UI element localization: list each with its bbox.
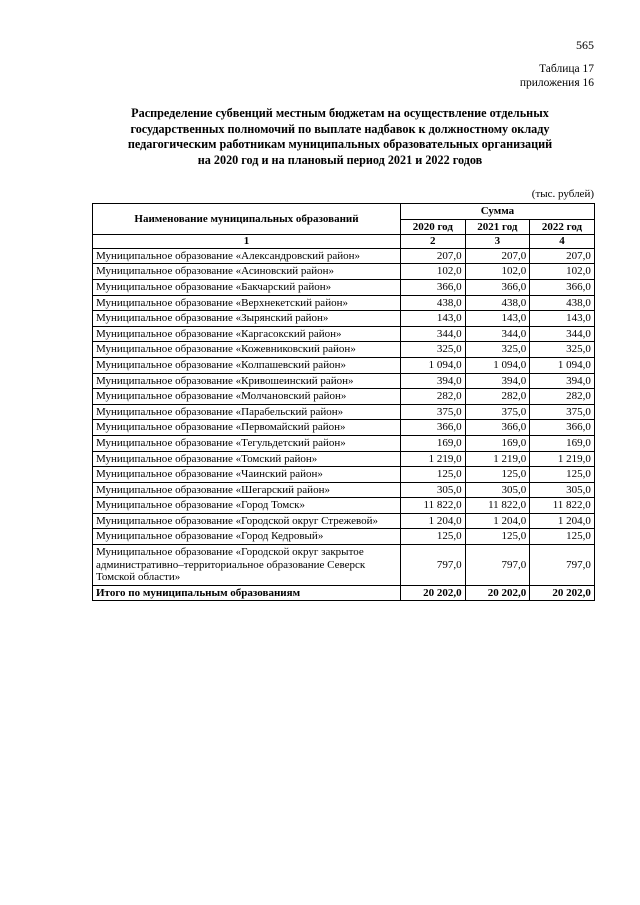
value-2020: 375,0: [401, 404, 466, 420]
total-label: Итого по муниципальным образованиям: [93, 585, 401, 601]
total-2022: 20 202,0: [530, 585, 595, 601]
value-2020: 394,0: [401, 373, 466, 389]
value-2020: 125,0: [401, 467, 466, 483]
value-2020: 366,0: [401, 420, 466, 436]
municipality-name: Муниципальное образование «Городской округ Стрежевой»: [93, 513, 401, 529]
total-2020: 20 202,0: [401, 585, 466, 601]
municipality-name: Муниципальное образование «Александровский район»: [93, 248, 401, 264]
municipality-name: Муниципальное образование «Тегульдетский район»: [93, 435, 401, 451]
municipality-name: Муниципальное образование «Зырянский район»: [93, 311, 401, 327]
table-caption-line: приложения 16: [519, 77, 594, 89]
value-2022: 305,0: [530, 482, 595, 498]
value-2022: 207,0: [530, 248, 595, 264]
value-2020: 366,0: [401, 279, 466, 295]
value-2020: 143,0: [401, 311, 466, 327]
header-year-2021: 2021 год: [465, 219, 530, 235]
table-row: [93, 279, 595, 295]
header-row: [93, 204, 595, 220]
municipality-name: Муниципальное образование «Первомайский район»: [93, 420, 401, 436]
value-2022: 143,0: [530, 311, 595, 327]
value-2021: 797,0: [465, 545, 530, 586]
value-2022: 1 219,0: [530, 451, 595, 467]
value-2022: 11 822,0: [530, 498, 595, 514]
column-number-row: [93, 235, 595, 249]
document-title-line: государственных полномочий по выплате надбавок к должностному окладу: [130, 121, 550, 136]
value-2021: 282,0: [465, 389, 530, 405]
table-row: [93, 435, 595, 451]
value-2020: 11 822,0: [401, 498, 466, 514]
municipality-name: Муниципальное образование «Чаинский район»: [93, 467, 401, 483]
value-2022: 344,0: [530, 326, 595, 342]
value-2020: 169,0: [401, 435, 466, 451]
value-2021: 125,0: [465, 529, 530, 545]
municipality-name: Муниципальное образование «Город Томск»: [93, 498, 401, 514]
value-2020: 344,0: [401, 326, 466, 342]
table-row: [93, 342, 595, 358]
document-title-line: Распределение субвенций местным бюджетам на осуществление отдельных: [131, 106, 549, 120]
value-2022: 1 204,0: [530, 513, 595, 529]
value-2020: 1 219,0: [401, 451, 466, 467]
value-2022: 797,0: [530, 545, 595, 586]
table-row: [93, 264, 595, 280]
page-number: 565: [576, 38, 594, 52]
value-2021: 169,0: [465, 435, 530, 451]
value-2020: 797,0: [401, 545, 466, 586]
value-2022: 366,0: [530, 420, 595, 436]
value-2020: 325,0: [401, 342, 466, 358]
municipality-name: Муниципальное образование «Город Кедровый»: [93, 529, 401, 545]
column-number: 4: [530, 235, 595, 249]
value-2022: 375,0: [530, 404, 595, 420]
value-2022: 394,0: [530, 373, 595, 389]
value-2022: 125,0: [530, 467, 595, 483]
municipality-name: Муниципальное образование «Кожевниковский район»: [93, 342, 401, 358]
value-2021: 366,0: [465, 279, 530, 295]
value-2020: 125,0: [401, 529, 466, 545]
value-2022: 125,0: [530, 529, 595, 545]
table-caption: [520, 62, 594, 90]
total-2021: 20 202,0: [465, 585, 530, 601]
municipality-name: Муниципальное образование «Шегарский район»: [93, 482, 401, 498]
value-2020: 207,0: [401, 248, 466, 264]
value-2021: 325,0: [465, 342, 530, 358]
municipality-name: Муниципальное образование «Городской округ закрытое административно–территориальное образование Северск Томской области»: [93, 545, 401, 586]
document-title-line: на 2020 год и на плановый период 2021 и 2022 годов: [197, 152, 483, 167]
value-2021: 102,0: [465, 264, 530, 280]
header-sum: Сумма: [401, 204, 595, 220]
table-row: [93, 311, 595, 327]
value-2020: 102,0: [401, 264, 466, 280]
value-2022: 438,0: [530, 295, 595, 311]
municipality-name: Муниципальное образование «Кривошеинский район»: [93, 373, 401, 389]
table-row: [93, 529, 595, 545]
municipality-name: Муниципальное образование «Парабельский район»: [93, 404, 401, 420]
value-2021: 1 219,0: [465, 451, 530, 467]
table-row: [93, 326, 595, 342]
value-2021: 143,0: [465, 311, 530, 327]
municipality-name: Муниципальное образование «Асиновский район»: [93, 264, 401, 280]
value-2020: 305,0: [401, 482, 466, 498]
value-2021: 375,0: [465, 404, 530, 420]
table-row: [93, 357, 595, 373]
table-row: [93, 295, 595, 311]
units-note: (тыс. рублей): [531, 188, 594, 200]
value-2020: 438,0: [401, 295, 466, 311]
table-row: [93, 404, 595, 420]
value-2022: 102,0: [530, 264, 595, 280]
value-2022: 282,0: [530, 389, 595, 405]
total-row: [93, 585, 595, 601]
column-number: 2: [401, 235, 466, 249]
table-row: [93, 513, 595, 529]
table-row: [93, 498, 595, 514]
table-row: [93, 482, 595, 498]
municipality-name: Муниципальное образование «Бакчарский район»: [93, 279, 401, 295]
municipality-name: Муниципальное образование «Каргасокский район»: [93, 326, 401, 342]
value-2021: 394,0: [465, 373, 530, 389]
document-title: [90, 106, 590, 168]
municipality-name: Муниципальное образование «Томский район»: [93, 451, 401, 467]
municipality-name: Муниципальное образование «Молчановский район»: [93, 389, 401, 405]
value-2020: 1 204,0: [401, 513, 466, 529]
value-2022: 1 094,0: [530, 357, 595, 373]
municipality-name: Муниципальное образование «Верхнекетский район»: [93, 295, 401, 311]
value-2021: 125,0: [465, 467, 530, 483]
municipality-name: Муниципальное образование «Колпашевский район»: [93, 357, 401, 373]
value-2020: 1 094,0: [401, 357, 466, 373]
value-2021: 305,0: [465, 482, 530, 498]
value-2022: 325,0: [530, 342, 595, 358]
value-2021: 344,0: [465, 326, 530, 342]
table-row: [93, 373, 595, 389]
value-2021: 1 204,0: [465, 513, 530, 529]
table-caption-line: Таблица 17: [539, 63, 594, 75]
value-2022: 169,0: [530, 435, 595, 451]
value-2021: 438,0: [465, 295, 530, 311]
table-row: [93, 389, 595, 405]
value-2021: 11 822,0: [465, 498, 530, 514]
value-2021: 366,0: [465, 420, 530, 436]
header-year-2020: 2020 год: [401, 219, 466, 235]
table-row: [93, 420, 595, 436]
value-2021: 207,0: [465, 248, 530, 264]
value-2022: 366,0: [530, 279, 595, 295]
table-row: [93, 248, 595, 264]
value-2021: 1 094,0: [465, 357, 530, 373]
table-row: [93, 451, 595, 467]
column-number: 1: [93, 235, 401, 249]
header-year-2022: 2022 год: [530, 219, 595, 235]
value-2020: 282,0: [401, 389, 466, 405]
table-row: [93, 545, 595, 586]
subsidy-table: [92, 203, 595, 601]
table-row: [93, 467, 595, 483]
column-number: 3: [465, 235, 530, 249]
document-title-line: педагогическим работникам муниципальных образовательных организаций: [127, 137, 553, 151]
header-name: Наименование муниципальных образований: [93, 204, 401, 235]
